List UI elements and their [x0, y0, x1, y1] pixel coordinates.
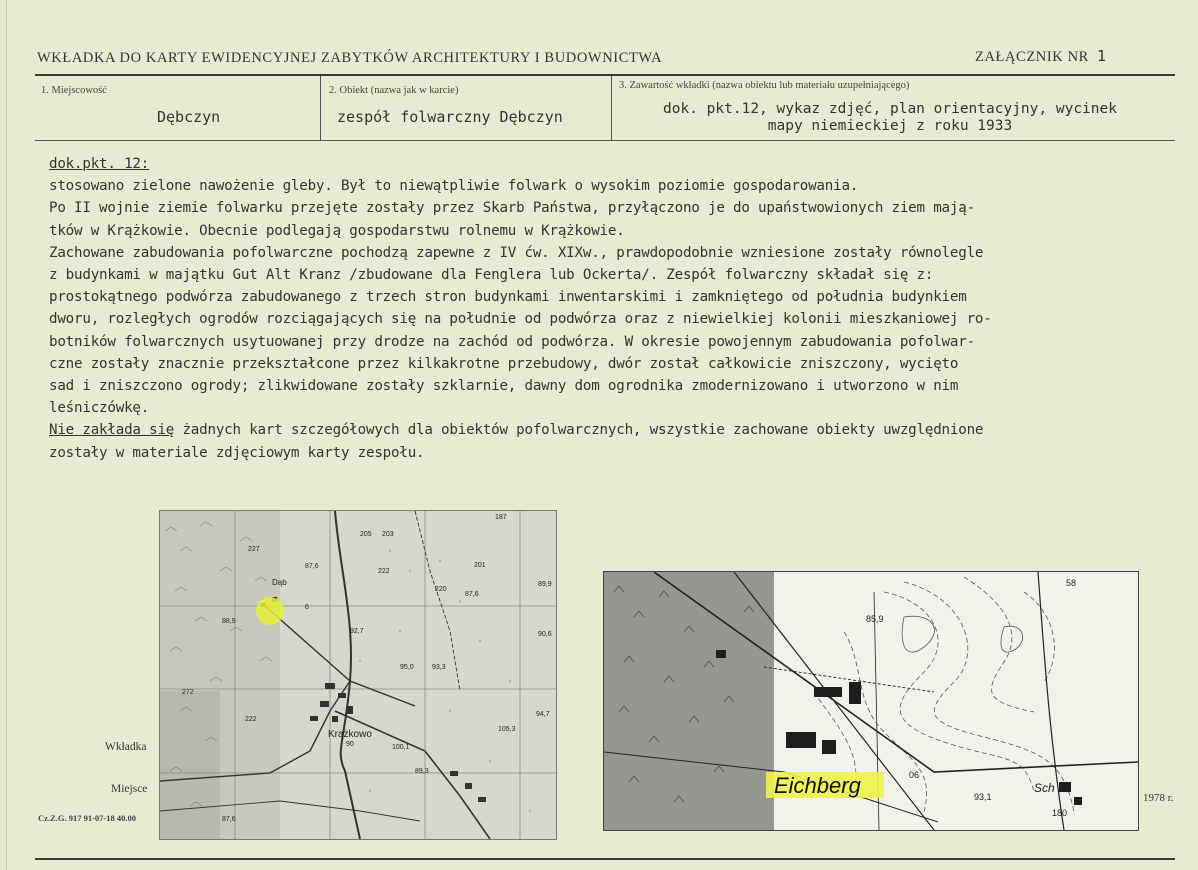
map-label: 87,6 — [222, 816, 236, 823]
body-line: Po II wojnie ziemie folwarku przejęte zostały przez Skarb Państwa, przyłączono je do upaństwowionych ziem mają- — [49, 200, 975, 217]
map-label: 222 — [378, 568, 390, 575]
map-label: 105,3 — [498, 726, 516, 733]
margin-label-miejsce: Miejsce — [111, 783, 148, 795]
fields-bottom-rule — [35, 140, 1175, 141]
map-krazkowo-graphic — [160, 511, 556, 839]
map-eichberg-graphic — [604, 572, 1138, 830]
map-label: 205 — [360, 531, 372, 538]
field-divider — [320, 76, 321, 140]
map-label: 87,6 — [305, 563, 319, 570]
note-line: zostały w materiale zdjęciowym karty zespołu. — [49, 444, 425, 461]
town-label: Krążkowo — [328, 729, 372, 740]
topographic-map-krazkowo — [159, 510, 557, 840]
highlight-marker — [256, 597, 284, 625]
object-value: zespół folwarczny Dębczyn — [337, 108, 563, 126]
body-line: z budynkami w majątku Gut Alt Kranz /zbudowane dla Fenglera lub Ockerta/. Zespół folwarczny składał się z: — [49, 267, 934, 284]
section-heading: dok.pkt. 12: — [49, 156, 150, 172]
body-line: czne zostały znacznie przekształcone przez kilkakrotne przebudowy, dwór został całkowicie zniszczony, wycięto — [49, 355, 959, 372]
locality-value: Dębczyn — [157, 108, 221, 126]
map-label: 87,6 — [465, 591, 479, 598]
attachment-number — [975, 47, 1107, 66]
map-label: Sch — [1034, 781, 1055, 795]
attachment-number-value: 1 — [1096, 47, 1107, 65]
body-line: dworu, rozległych ogrodów rozciągających się na południe od podwórza oraz z niewielkiej kolonii mieszkaniowej ro- — [49, 311, 992, 328]
year-label: 1978 r. — [1143, 792, 1174, 804]
locality-label: 1. Miejscowość — [41, 85, 107, 96]
map-label: 100,1 — [392, 744, 410, 751]
map-label: 187 — [495, 514, 507, 521]
contents-value — [613, 101, 1167, 135]
body-text — [49, 153, 1184, 464]
place-label-eichberg: Eichberg — [774, 773, 861, 798]
body-line: tków w Krążkowie. Obecnie podlegają gospodarstwu rolnemu w Krążkowie. — [49, 222, 625, 239]
body-line: stosowano zielone nawożenie gleby. Był to niewątpliwie folwark o wysokim poziomie gospodarowania. — [49, 178, 859, 195]
german-map-eichberg — [603, 571, 1139, 831]
print-code: Cz.Z.G. 917 91-07-18 40.00 — [38, 813, 136, 823]
body-line: botników folwarcznych usytuowanej przy drodze na zachód od podwórza. W okresie powojennym zabudowania pofolwar- — [49, 333, 975, 350]
map-label: 93,3 — [432, 664, 446, 671]
map-label: 95,0 — [400, 664, 414, 671]
record-card — [6, 0, 1193, 870]
object-label: 2. Obiekt (nazwa jak w karcie) — [329, 85, 459, 96]
body-line: leśniczówkę. — [49, 400, 150, 417]
map-label: 220 — [435, 586, 447, 593]
top-rule — [35, 74, 1175, 76]
contents-line: mapy niemieckiej z roku 1933 — [767, 118, 1013, 134]
map-label: 180 — [1052, 808, 1068, 818]
village-label: Dąb — [272, 578, 287, 587]
margin-label-wkladka: Wkładka — [105, 741, 147, 753]
contents-line: dok. pkt.12, wykaz zdjęć, plan orientacyjny, wycinek — [663, 101, 1117, 117]
attachment-label: ZAŁĄCZNIK NR — [975, 49, 1089, 65]
map-label: 94,7 — [536, 711, 550, 718]
note-text: żadnych kart szczegółowych dla obiektów pofolwarcznych, wszystkie zachowane obiekty uwzględnione — [174, 422, 984, 439]
map-label: 203 — [382, 531, 394, 538]
body-line: sad i zniszczono ogrody; zlikwidowane zostały szklarnie, dawny dom ogrodnika zmodernizowano i utworzono w nim — [49, 378, 959, 395]
map-label: 227 — [248, 546, 260, 553]
map-label: 89,3 — [415, 768, 429, 775]
map-label: 89,9 — [538, 581, 552, 588]
map-label: 92,7 — [350, 628, 364, 635]
body-line: prostokątnego podwórza zabudowanego z trzech stron budynkami inwentarskimi i zamkniętego od południa budynkiem — [49, 289, 967, 306]
contents-label: 3. Zawartość wkładki (nazwa obiektu lub materiału uzupełniającego) — [619, 80, 910, 91]
note-line — [49, 419, 1184, 441]
map-label: 222 — [245, 716, 257, 723]
form-title: WKŁADKA DO KARTY EWIDENCYJNEJ ZABYTKÓW ARCHITEKTURY I BUDOWNICTWA — [37, 50, 663, 66]
map-label: 90 — [346, 741, 354, 748]
map-label: 58 — [1066, 578, 1077, 588]
body-line: Zachowane zabudowania pofolwarczne pochodzą zapewne z IV ćw. XIXw., prawdopodobnie wzniesione zostały równolegle — [49, 244, 984, 261]
map-label: 88,9 — [222, 618, 236, 625]
note-emphasis: Nie zakłada się — [49, 422, 175, 439]
map-label: 272 — [182, 689, 194, 696]
map-label: 06 — [909, 770, 920, 780]
map-label: 85,9 — [866, 614, 884, 624]
bottom-rule — [35, 858, 1175, 860]
map-label: 201 — [474, 562, 486, 569]
map-label: 90,6 — [538, 631, 552, 638]
map-label: 93,1 — [974, 792, 992, 802]
field-divider — [611, 76, 612, 140]
map-label: 6 — [305, 604, 309, 611]
